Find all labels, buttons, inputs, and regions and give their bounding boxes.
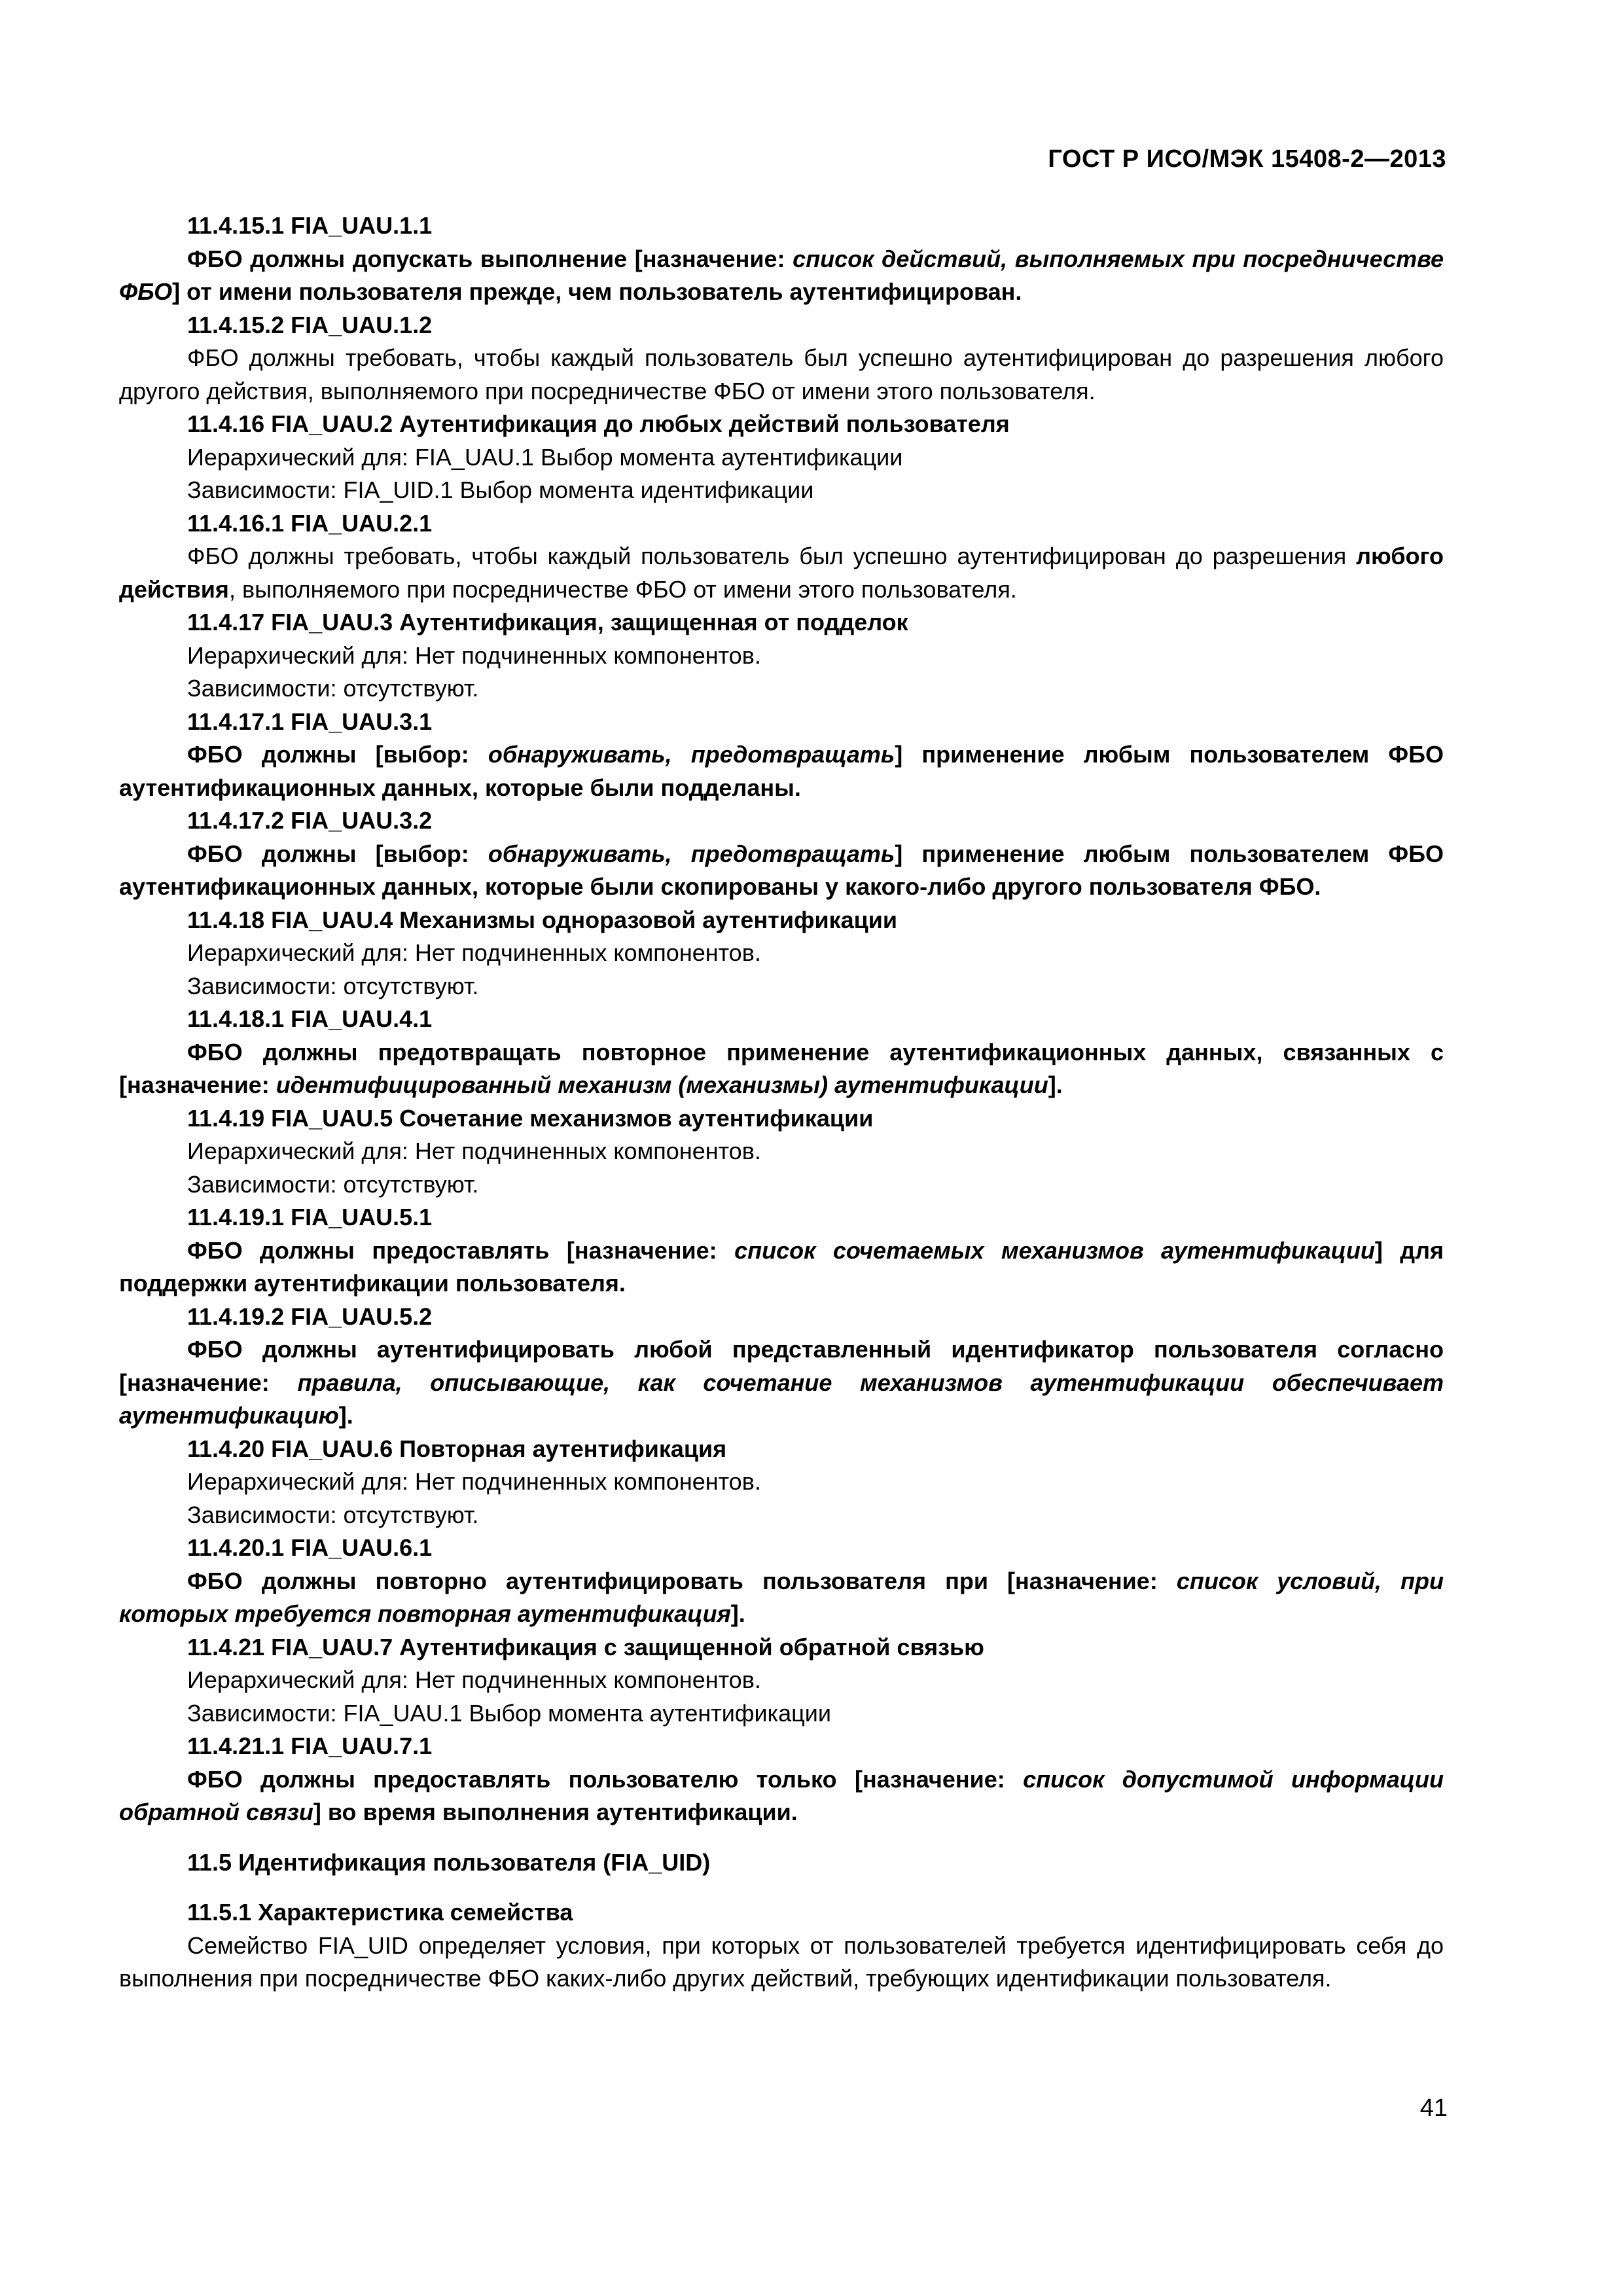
section-heading: 11.4.21 FIA_UAU.7 Аутентификация с защищенной обратной связью [187, 1633, 984, 1660]
hierarchy-line: Иерархический для: Нет подчиненных компонентов. [187, 1468, 761, 1495]
hierarchy-line: Иерархический для: Нет подчиненных компонентов. [187, 641, 761, 669]
dependencies-line: Зависимости: FIA_UAU.1 Выбор момента аутентификации [187, 1699, 831, 1727]
document-body [119, 209, 1444, 1996]
section-heading: 11.5.1 Характеристика семейства [187, 1899, 573, 1926]
dependencies-line: Зависимости: FIA_UID.1 Выбор момента идентификации [187, 476, 814, 503]
requirement-paragraph: ФБО должны [выбор: обнаруживать, предотвращать] применение любым пользователем ФБО аутентификационных данных, которые были подделаны. [119, 741, 1444, 801]
hierarchy-line: Иерархический для: Нет подчиненных компонентов. [187, 939, 761, 966]
section-heading: 11.4.19.1 FIA_UAU.5.1 [187, 1204, 433, 1230]
section-heading: 11.4.18.1 FIA_UAU.4.1 [187, 1005, 433, 1032]
section-heading: 11.4.21.1 FIA_UAU.7.1 [187, 1732, 433, 1759]
body-paragraph: ФБО должны требовать, чтобы каждый пользователь был успешно аутентифицирован до разрешения любого другого действия, выполняемого при посредничестве ФБО от имени этого пользователя. [119, 344, 1444, 404]
hierarchy-line: Иерархический для: FIA_UAU.1 Выбор момента аутентификации [187, 443, 903, 471]
document-header: ГОСТ Р ИСО/МЭК 15408-2—2013 [1048, 145, 1446, 173]
dependencies-line: Зависимости: отсутствуют. [187, 1170, 479, 1198]
requirement-paragraph: ФБО должны предоставлять [назначение: список сочетаемых механизмов аутентификации] для поддержки аутентификации пользователя. [119, 1236, 1444, 1297]
requirement-paragraph: ФБО должны [выбор: обнаруживать, предотвращать] применение любым пользователем ФБО аутентификационных данных, которые были скопированы у какого-либо другого пользователя ФБО. [119, 840, 1444, 900]
section-heading: 11.4.17.2 FIA_UAU.3.2 [187, 807, 433, 834]
section-heading: 11.4.17.1 FIA_UAU.3.1 [187, 708, 433, 735]
dependencies-line: Зависимости: отсутствуют. [187, 972, 479, 999]
section-heading: 11.4.15.1 FIA_UAU.1.1 [187, 212, 433, 239]
requirement-paragraph: ФБО должны предотвращать повторное применение аутентификационных данных, связанных с [назначение: идентифицированный механизм (механизмы) аутентификации]. [119, 1038, 1444, 1098]
section-heading: 11.4.19.2 FIA_UAU.5.2 [187, 1302, 433, 1330]
section-heading: 11.4.19 FIA_UAU.5 Сочетание механизмов аутентификации [187, 1104, 874, 1132]
requirement-paragraph: ФБО должны предоставлять пользователю только [назначение: список допустимой информации обратной связи] во время выполнения аутентификации. [119, 1765, 1444, 1825]
page-number: 41 [1419, 2094, 1448, 2122]
section-heading: 11.4.15.2 FIA_UAU.1.2 [187, 311, 433, 338]
requirement-paragraph: ФБО должны повторно аутентифицировать пользователя при [назначение: список условий, при которых требуется повторная аутентификация]. [119, 1567, 1444, 1627]
hierarchy-line: Иерархический для: Нет подчиненных компонентов. [187, 1666, 761, 1693]
section-heading: 11.4.18 FIA_UAU.4 Механизмы одноразовой аутентификации [187, 906, 898, 933]
body-paragraph: ФБО должны требовать, чтобы каждый пользователь был успешно аутентифицирован до разрешения любого действия, выполняемого при посредничестве ФБО от имени этого пользователя. [119, 543, 1444, 603]
dependencies-line: Зависимости: отсутствуют. [187, 1501, 479, 1528]
hierarchy-line: Иерархический для: Нет подчиненных компонентов. [187, 1138, 761, 1164]
body-paragraph: Семейство FIA_UID определяет условия, при которых от пользователей требуется идентифицировать себя до выполнения при посредничестве ФБО каких-либо других действий, требующих идентификации пользователя. [119, 1931, 1444, 1992]
section-heading: 11.4.16.1 FIA_UAU.2.1 [187, 509, 433, 537]
requirement-paragraph: ФБО должны допускать выполнение [назначение: список действий, выполняемых при посредничестве ФБО] от имени пользователя прежде, чем пользователь аутентифицирован. [119, 245, 1444, 305]
requirement-paragraph: ФБО должны аутентифицировать любой представленный идентификатор пользователя согласно [назначение: правила, описывающие, как сочетание механизмов аутентификации обеспечивает аутентификацию]. [119, 1336, 1444, 1429]
section-heading: 11.4.20.1 FIA_UAU.6.1 [187, 1534, 433, 1561]
section-heading: 11.5 Идентификация пользователя (FIA_UID) [187, 1848, 711, 1876]
section-heading: 11.4.17 FIA_UAU.3 Аутентификация, защищенная от подделок [187, 609, 908, 636]
section-heading: 11.4.16 FIA_UAU.2 Аутентификация до любых действий пользователя [187, 410, 1010, 437]
section-heading: 11.4.20 FIA_UAU.6 Повторная аутентификация [187, 1435, 727, 1462]
dependencies-line: Зависимости: отсутствуют. [187, 675, 479, 702]
